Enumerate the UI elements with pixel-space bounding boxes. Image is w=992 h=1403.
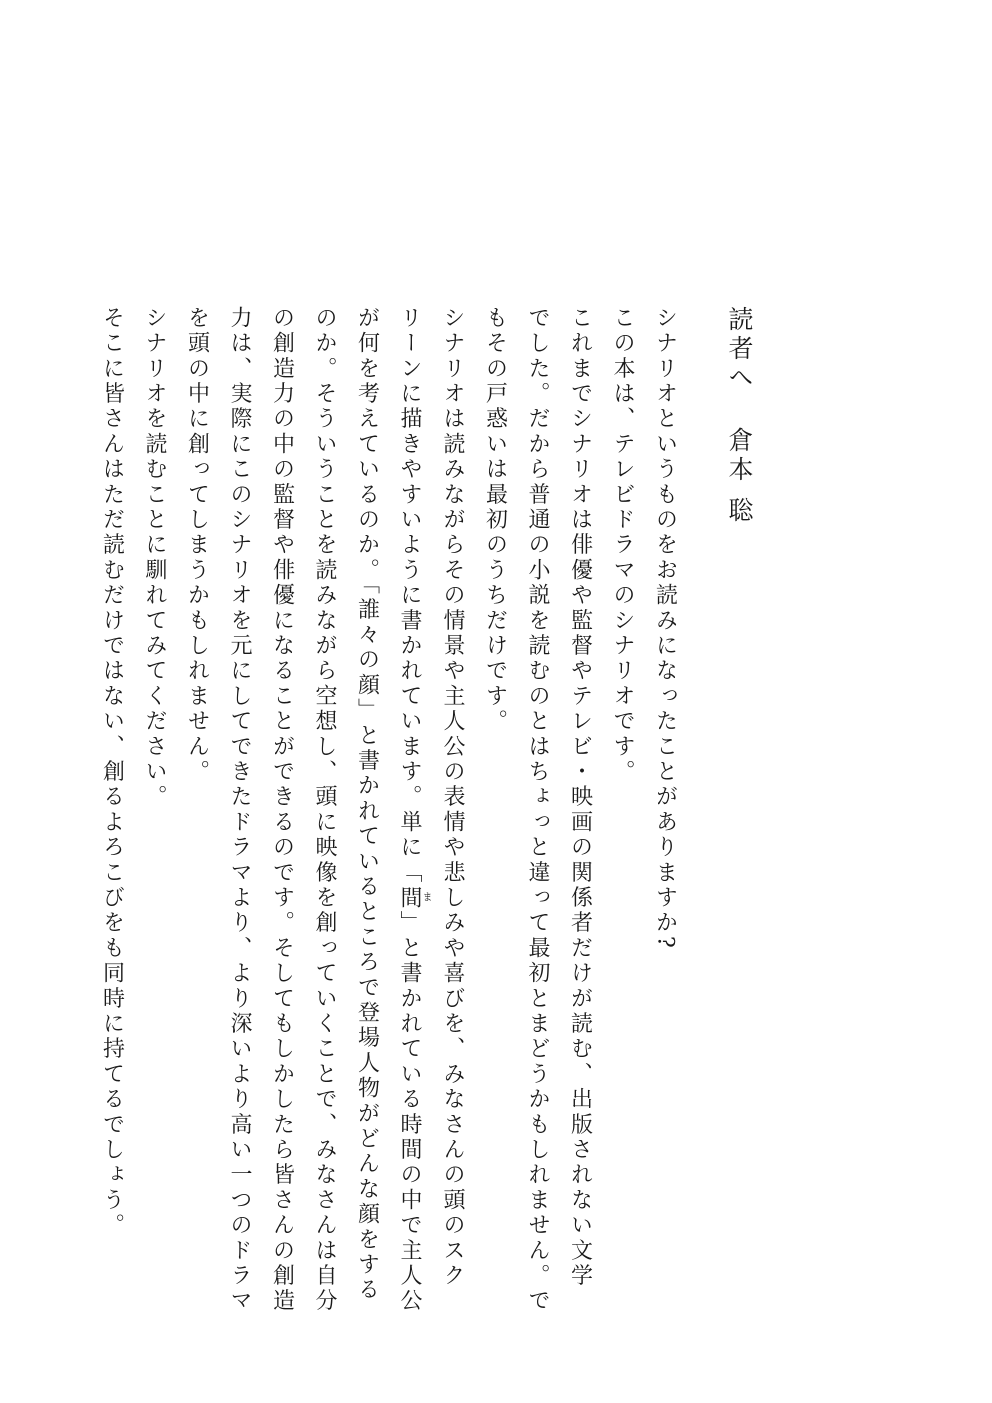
body-line: でした。だから普通の小説を読むのとはちょっと違って最初とまどうかもしれません。で	[525, 306, 550, 1314]
body-line: が何を考えているのか。「誰々の顔」と書かれているところで登場人物がどんな顔をする	[354, 306, 380, 1303]
body-line: これまでシナリオは俳優や監督やテレビ・映画の関係者だけが読む、出版されない文学	[567, 306, 593, 1289]
ruby-text: ま	[420, 885, 431, 911]
ruby-ma: 間ま	[397, 885, 431, 911]
title-heading: 読者へ	[725, 306, 754, 393]
body-line: リーンに描きやすいように書かれています。単に「間ま」と書かれている時間の中で主人公	[397, 306, 431, 1315]
body-line: を頭の中に創ってしまうかもしれません。	[184, 306, 210, 785]
body-line: 力は、実際にこのシナリオを元にしてできたドラマより、より深いより高い一つのドラマ	[227, 306, 252, 1314]
body-line: この本は、テレビドラマのシナリオです。	[610, 306, 635, 785]
body-line: の創造力の中の監督や俳優になることができるのです。そしてもしかしたら皆さんの創造	[269, 306, 295, 1314]
section-title	[718, 306, 761, 1126]
vertical-text-block	[90, 306, 760, 1315]
title-author: 倉本 聡	[725, 427, 754, 526]
body-line: シナリオは読みながらその情景や主人公の表情や悲しみや喜びを、みなさんの頭のスク	[440, 306, 465, 1289]
body-line: そこに皆さんはただ読むだけではない、創るよろこびをも同時に持てるでしょう。	[99, 306, 125, 1239]
body-line: もその戸惑いは最初のうちだけです。	[482, 306, 508, 735]
body-line: シナリオを読むことに馴れてみてください。	[142, 306, 167, 810]
body-line: シナリオというものをお読みになったことがありますか?	[652, 306, 678, 951]
body-line: のか。そういうことを読みながら空想し、頭に映像を創っていくことで、みなさんは自分	[312, 306, 337, 1314]
